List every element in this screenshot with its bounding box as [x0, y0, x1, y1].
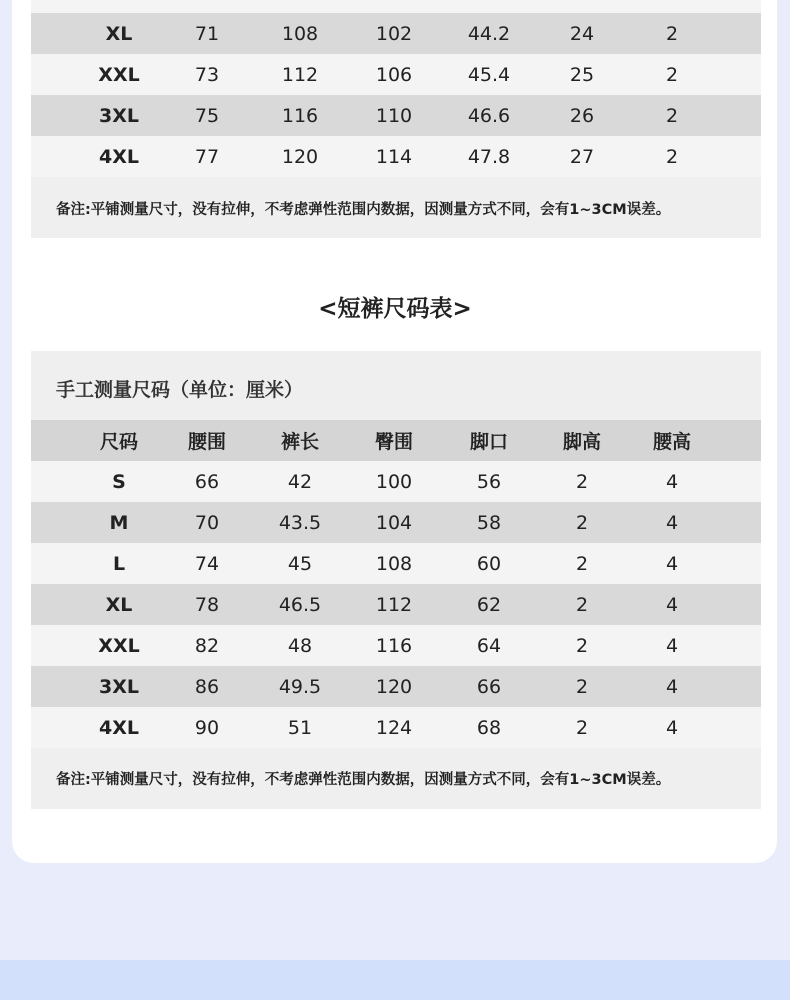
column-header: 脚高 — [562, 431, 601, 453]
size-cell: 3XL — [99, 104, 139, 127]
table-cell: 2 — [665, 145, 679, 168]
table-cell: 2 — [575, 716, 589, 739]
table-cell: 120 — [375, 675, 413, 698]
size-cell: 4XL — [99, 145, 139, 168]
column-header: 臀围 — [374, 431, 413, 453]
table-cell: 120 — [281, 145, 319, 168]
table-cell: 27 — [569, 145, 595, 168]
table-cell: 42 — [287, 470, 313, 493]
table-cell: 45.4 — [467, 63, 511, 86]
table-cell: 45 — [287, 552, 313, 575]
table-note: 备注:平铺测量尺寸，没有拉伸，不考虑弹性范围内数据，因测量方式不同，会有1~3CM误差。 — [56, 772, 671, 788]
table-cell: 114 — [375, 145, 413, 168]
table-cell: 106 — [375, 63, 413, 86]
table-cell: 44.2 — [467, 22, 511, 45]
table-subtitle: 手工测量尺码（单位：厘米） — [56, 379, 304, 401]
table-cell: 4 — [665, 552, 679, 575]
table-cell: 2 — [575, 470, 589, 493]
table-row-partial — [31, 0, 761, 13]
size-cell: XXL — [98, 634, 140, 657]
table-cell: 2 — [575, 511, 589, 534]
table-row — [31, 136, 761, 177]
table-row — [31, 543, 761, 584]
table-cell: 4 — [665, 470, 679, 493]
table-cell: 46.5 — [278, 593, 322, 616]
table-cell: 78 — [194, 593, 220, 616]
table-cell: 2 — [575, 634, 589, 657]
table-cell: 116 — [375, 634, 413, 657]
top-size-table — [31, 0, 761, 238]
table-cell: 75 — [194, 104, 220, 127]
table-row — [31, 95, 761, 136]
table-cell: 26 — [569, 104, 595, 127]
size-cell: L — [112, 552, 126, 575]
table-cell: 2 — [575, 593, 589, 616]
table-cell: 2 — [575, 675, 589, 698]
table-cell: 47.8 — [467, 145, 511, 168]
table-cell: 70 — [194, 511, 220, 534]
table-cell: 110 — [375, 104, 413, 127]
size-cell: 4XL — [99, 716, 139, 739]
table-cell: 112 — [281, 63, 319, 86]
table-cell: 24 — [569, 22, 595, 45]
size-cell: XXL — [98, 63, 140, 86]
size-cell: M — [109, 511, 129, 534]
table-cell: 71 — [194, 22, 220, 45]
table-cell: 86 — [194, 675, 220, 698]
table-cell: 102 — [375, 22, 413, 45]
table-cell: 2 — [665, 104, 679, 127]
table-cell: 82 — [194, 634, 220, 657]
table-cell: 108 — [281, 22, 319, 45]
table-cell: 4 — [665, 716, 679, 739]
column-header: 腰高 — [652, 431, 691, 453]
table-header-row — [31, 420, 761, 461]
column-header: 腰围 — [187, 431, 226, 453]
table-row — [31, 707, 761, 748]
table-cell: 90 — [194, 716, 220, 739]
table-cell: 43.5 — [278, 511, 322, 534]
table-cell: 56 — [476, 470, 502, 493]
table-row — [31, 625, 761, 666]
table-cell: 112 — [375, 593, 413, 616]
table-cell: 2 — [665, 63, 679, 86]
table-cell: 108 — [375, 552, 413, 575]
size-cell: XL — [105, 593, 133, 616]
table-cell: 48 — [287, 634, 313, 657]
table-cell: 4 — [665, 675, 679, 698]
table-cell: 100 — [375, 470, 413, 493]
table-row — [31, 13, 761, 54]
table-note: 备注:平铺测量尺寸，没有拉伸，不考虑弹性范围内数据，因测量方式不同，会有1~3CM误差。 — [56, 202, 671, 218]
table-cell: 46.6 — [467, 104, 511, 127]
table-cell: 4 — [665, 593, 679, 616]
size-cell: 3XL — [99, 675, 139, 698]
section-title: <短裤尺码表> — [318, 296, 472, 322]
table-cell: 77 — [194, 145, 220, 168]
table-cell: 25 — [569, 63, 595, 86]
table-cell: 116 — [281, 104, 319, 127]
table-cell: 60 — [476, 552, 502, 575]
table-cell: 51 — [287, 716, 313, 739]
bottom-band — [0, 960, 790, 1000]
table-row — [31, 461, 761, 502]
table-row — [31, 502, 761, 543]
table-cell: 66 — [476, 675, 502, 698]
table-row — [31, 584, 761, 625]
table-cell: 2 — [665, 22, 679, 45]
table-cell: 74 — [194, 552, 220, 575]
table-cell: 49.5 — [278, 675, 322, 698]
table-cell: 58 — [476, 511, 502, 534]
table-cell: 104 — [375, 511, 413, 534]
column-header: 脚口 — [469, 431, 508, 453]
table-cell: 2 — [575, 552, 589, 575]
size-cell: S — [112, 470, 126, 493]
shorts-size-table — [31, 351, 761, 809]
column-header: 裤长 — [280, 431, 319, 453]
table-cell: 68 — [476, 716, 502, 739]
size-cell: XL — [105, 22, 133, 45]
table-cell: 64 — [476, 634, 502, 657]
table-cell: 66 — [194, 470, 220, 493]
table-cell: 4 — [665, 511, 679, 534]
column-header: 尺码 — [99, 431, 138, 453]
table-row — [31, 54, 761, 95]
table-cell: 4 — [665, 634, 679, 657]
table-row — [31, 666, 761, 707]
table-cell: 124 — [375, 716, 413, 739]
table-cell: 62 — [476, 593, 502, 616]
table-cell: 73 — [194, 63, 220, 86]
